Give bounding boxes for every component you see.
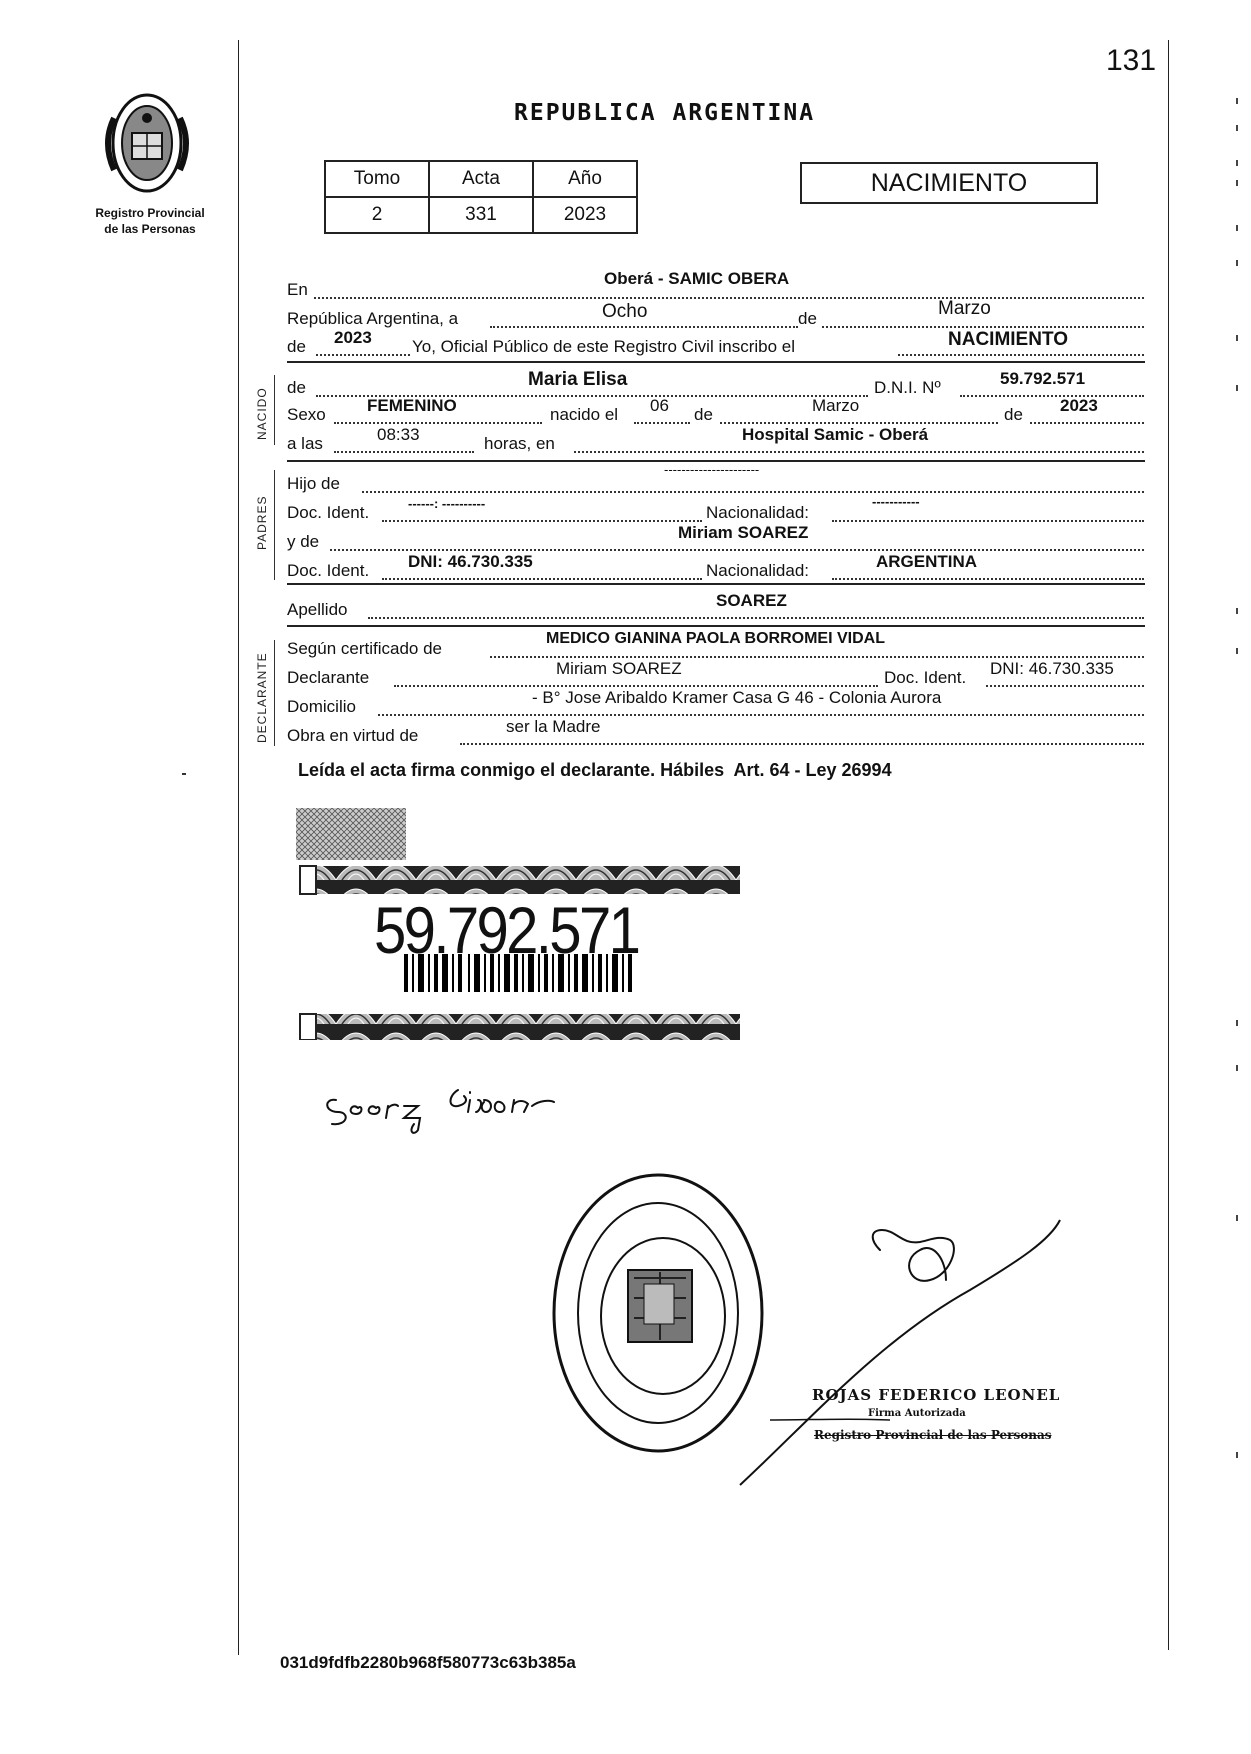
registry-seal xyxy=(92,88,202,198)
header-acta: Acta xyxy=(429,161,533,197)
value-certificado: MEDICO GIANINA PAOLA BORROMEI VIDAL xyxy=(546,630,885,647)
value-padre: ---------------------- xyxy=(664,462,760,477)
label-yo-oficial: Yo, Oficial Público de este Registro Civil inscribo el xyxy=(412,337,795,356)
value-tomo: 2 xyxy=(325,197,429,233)
label-declarante: Declarante xyxy=(287,668,370,687)
label-doc-ident-3: Doc. Ident. xyxy=(884,668,967,687)
id-sticker xyxy=(296,808,740,1040)
value-domicilio: - B° Jose Aribaldo Kramer Casa G 46 - Colonia Aurora xyxy=(532,688,942,707)
country-title: REPUBLICA ARGENTINA xyxy=(514,100,816,126)
label-nacionalidad-2: Nacionalidad: xyxy=(706,561,810,580)
section-label-padres: PADRES xyxy=(255,495,269,550)
label-doc-ident-2: Doc. Ident. xyxy=(287,561,370,580)
label-nacido-el: nacido el xyxy=(550,405,619,424)
label-en: En xyxy=(287,280,308,299)
sticker-number: 59.792.571 xyxy=(374,893,639,967)
value-anio: 2023 xyxy=(533,197,637,233)
label-domicilio: Domicilio xyxy=(287,697,356,716)
official-signature xyxy=(720,1200,1080,1505)
reference-table xyxy=(324,160,638,234)
value-sexo: FEMENINO xyxy=(367,396,457,415)
section-bracket-declarante xyxy=(274,640,275,746)
official-org: Registro Provincial de las Personas xyxy=(814,1428,1052,1442)
section-label-declarante: DECLARANTE xyxy=(255,652,269,743)
registry-name-line-2: de las Personas xyxy=(104,222,196,236)
value-mes: Marzo xyxy=(938,298,991,319)
value-anio-nac: 2023 xyxy=(1060,396,1098,415)
label-apellido: Apellido xyxy=(287,600,348,619)
label-a-las: a las xyxy=(287,434,323,453)
act-type-box: NACIMIENTO xyxy=(800,162,1098,204)
value-acta: 331 xyxy=(429,197,533,233)
label-doc-ident-1: Doc. Ident. xyxy=(287,503,370,522)
value-inscripcion: NACIMIENTO xyxy=(948,329,1068,350)
section-bracket-nacido xyxy=(274,375,275,445)
page-number: 131 xyxy=(1106,44,1157,77)
value-padre-nac: ----------- xyxy=(872,494,920,509)
value-obra-en-virtud: ser la Madre xyxy=(506,717,601,736)
value-padre-doc: ------: ---------- xyxy=(408,496,486,511)
value-lugar-nac: Hospital Samic - Oberá xyxy=(742,425,929,444)
closing-statement: Leída el acta firma conmigo el declarante. Hábiles Art. 64 - Ley 26994 xyxy=(298,760,892,780)
label-de-mes: de xyxy=(694,405,713,424)
value-madre-doc: DNI: 46.730.335 xyxy=(408,552,533,571)
label-y-de: y de xyxy=(287,532,320,551)
value-apellido: SOAREZ xyxy=(716,591,787,610)
label-de-year: de xyxy=(287,337,306,356)
value-dia-letras: Ocho xyxy=(602,301,648,322)
value-dni: 59.792.571 xyxy=(1000,369,1086,388)
value-hora: 08:33 xyxy=(377,425,420,444)
label-nacionalidad-1: Nacionalidad: xyxy=(706,503,810,522)
official-title: Firma Autorizada xyxy=(868,1408,966,1419)
label-segun-certificado: Según certificado de xyxy=(287,639,442,658)
value-mes-nac: Marzo xyxy=(812,396,860,415)
label-republica-a: República Argentina, a xyxy=(287,309,459,328)
label-de-nombre: de xyxy=(287,378,306,397)
official-name: ROJAS FEDERICO LEONEL xyxy=(812,1386,1061,1404)
label-hijo-de: Hijo de xyxy=(287,474,340,493)
left-margin-line xyxy=(238,40,239,1655)
label-dni: D.N.I. Nº xyxy=(874,378,941,397)
declarant-signature xyxy=(318,1078,608,1143)
registry-name-line-1: Registro Provincial xyxy=(95,206,205,220)
value-anio: 2023 xyxy=(334,328,372,347)
value-lugar: Oberá - SAMIC OBERA xyxy=(604,269,790,288)
label-sexo: Sexo xyxy=(287,405,326,424)
value-declarante-doc: DNI: 46.730.335 xyxy=(990,659,1114,678)
label-de: de xyxy=(798,309,817,328)
right-margin-line xyxy=(1168,40,1169,1650)
section-label-nacido: NACIDO xyxy=(255,387,269,440)
document-hash: 031d9fdfb2280b968f580773c63b385a xyxy=(280,1653,576,1672)
value-dia-nac: 06 xyxy=(650,396,669,415)
value-nombre: Maria Elisa xyxy=(528,369,628,390)
value-madre-nac: ARGENTINA xyxy=(876,552,978,571)
value-madre: Miriam SOAREZ xyxy=(678,523,809,542)
left-edge-mark xyxy=(182,773,186,775)
header-tomo: Tomo xyxy=(325,161,429,197)
header-anio: Año xyxy=(533,161,637,197)
label-de-anio: de xyxy=(1004,405,1023,424)
label-horas-en: horas, en xyxy=(484,434,555,453)
value-declarante: Miriam SOAREZ xyxy=(556,659,682,678)
label-obra-en-virtud: Obra en virtud de xyxy=(287,726,419,745)
section-bracket-padres xyxy=(274,470,275,580)
